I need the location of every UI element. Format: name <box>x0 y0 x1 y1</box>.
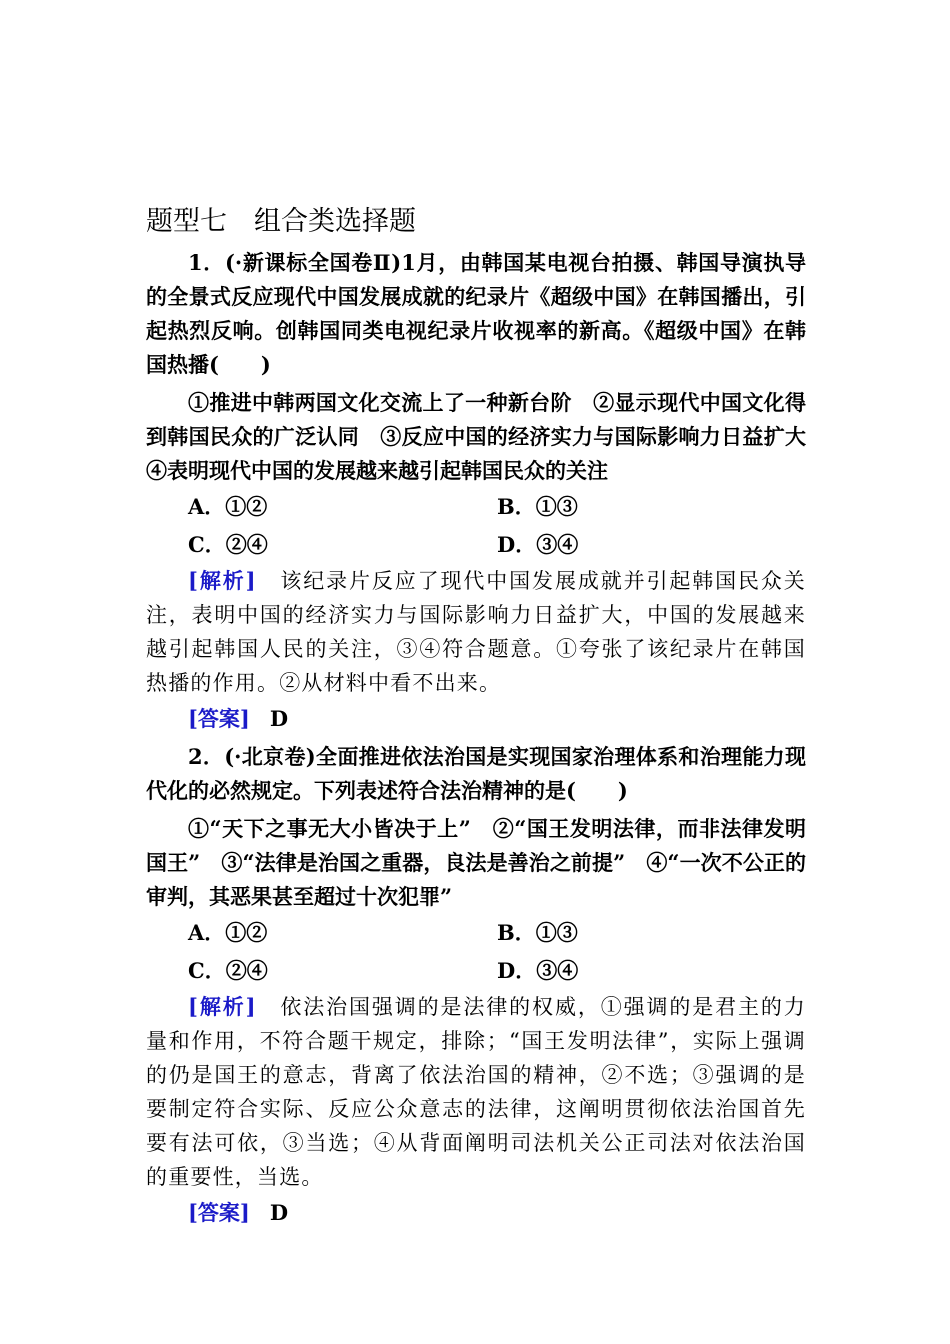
answer-value: D <box>269 706 289 731</box>
question-stem: 2．(·北京卷)全面推进依法治国是实现国家治理体系和治理能力现代化的必然规定。下列表述符合法治精神的是( ) <box>146 744 806 803</box>
analysis <box>146 990 806 1194</box>
answer-line <box>146 700 806 738</box>
question-2 <box>146 740 806 1232</box>
section-title: 题型七 组合类选择题 <box>146 206 416 237</box>
answer-tag: [答案] <box>188 706 250 731</box>
document-page <box>146 200 827 1232</box>
options-row <box>146 526 806 564</box>
option-a: A．①② <box>188 494 268 519</box>
option-d: D．③④ <box>497 532 579 557</box>
option-d: D．③④ <box>497 958 579 983</box>
question-1 <box>146 246 827 738</box>
options-row <box>146 952 806 990</box>
option-a: A．①② <box>188 920 268 945</box>
question-statements: ①“天下之事无大小皆决于上” ②“国王发明法律，而非法律发明国王” ③“法律是治国之重器，良法是善治之前提” ④“一次不公正的审判，其恶果甚至超过十次犯罪” <box>146 816 806 909</box>
analysis-text: 依法治国强调的是法律的权威，①强调的是君主的力量和作用，不符合题干规定，排除；“国王发明法律”，实际上强调的仍是国王的意志，背离了依法治国的精神，②不选；③强调的是要制定符合实际、反应公众意志的法律，这阐明贯彻依法治国首先要有法可依，③当选；④从背面阐明司法机关公正司法对依法治国的重要性，当选。 <box>146 995 806 1189</box>
question-stem: 1．(·新课标全国卷Ⅱ)1月，由韩国某电视台拍摄、韩国导演执导的全景式反应现代中国发展成就的纪录片《超级中国》在韩国播出，引起热烈反响。创韩国同类电视纪录片收视率的新高。《超级中国》在韩国热播( ) <box>146 250 806 377</box>
options-row <box>146 914 806 952</box>
analysis-text: 该纪录片反应了现代中国发展成就并引起韩国民众关注，表明中国的经济实力与国际影响力日益扩大，中国的发展越来越引起韩国人民的关注，③④符合题意。①夸张了该纪录片在韩国热播的作用。②从材料中看不出来。 <box>146 569 806 695</box>
answer-line <box>146 1194 806 1232</box>
answer-value: D <box>269 1200 289 1225</box>
analysis <box>146 564 806 700</box>
analysis-tag: [解析] <box>188 568 257 593</box>
options-row <box>146 488 806 526</box>
option-c: C．②④ <box>188 958 268 983</box>
option-b: B．①③ <box>497 920 578 945</box>
answer-tag: [答案] <box>188 1200 250 1225</box>
option-b: B．①③ <box>497 494 578 519</box>
question-statements: ①推进中韩两国文化交流上了一种新台阶 ②显示现代中国文化得到韩国民众的广泛认同 ③反应中国的经济实力与国际影响力日益扩大 ④表明现代中国的发展越来越引起韩国民众的关注 <box>146 390 827 483</box>
analysis-tag: [解析] <box>188 994 257 1019</box>
option-c: C．②④ <box>188 532 268 557</box>
